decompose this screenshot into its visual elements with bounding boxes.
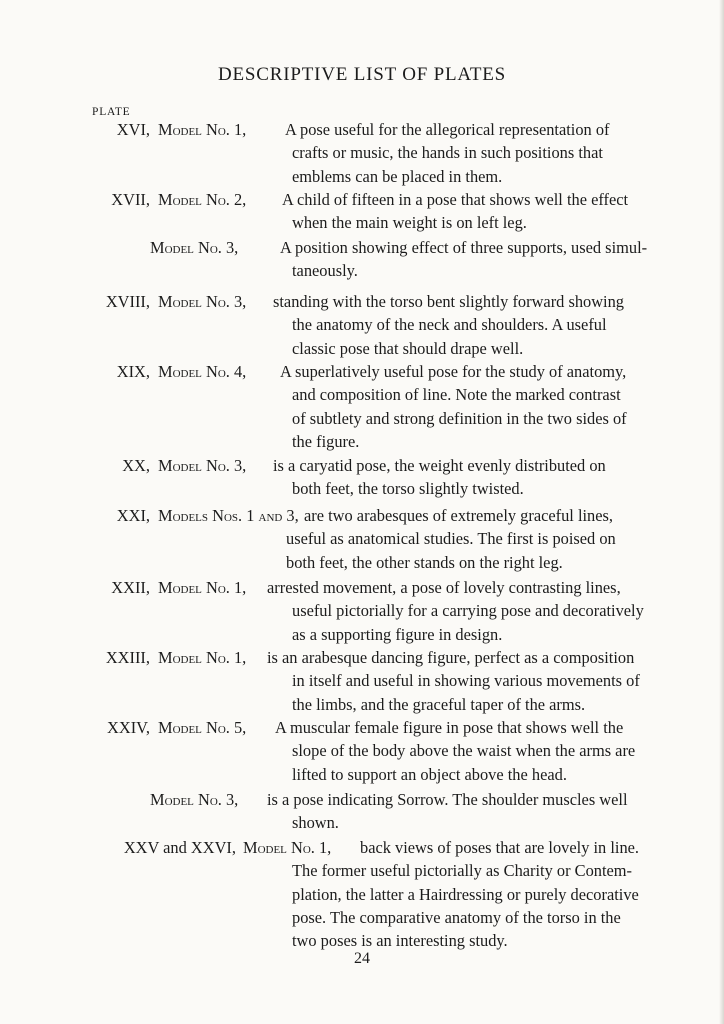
description-line: as a supporting figure in design. [292, 624, 503, 644]
description-line: both feet, the other stands on the right leg. [286, 552, 563, 572]
plate-column-label: PLATE [92, 106, 131, 118]
plate-number: XVIII, [105, 292, 150, 311]
model-reference: Model No. 5, [158, 718, 247, 737]
model-reference: Model No. 2, [158, 190, 247, 209]
description-line: lifted to support an object above the head. [292, 764, 567, 784]
description-line: pose. The comparative anatomy of the torso in the [292, 907, 621, 927]
plate-number: XXIV, [107, 718, 150, 737]
description-line: shown. [292, 813, 339, 833]
plate-number: XXV and XXVI, [123, 838, 236, 857]
description-line: The former useful pictorially as Charity or Contem- [292, 861, 633, 881]
plate-number: XVI, [116, 120, 150, 139]
page-number: 24 [354, 950, 370, 967]
description-line: both feet, the torso slightly twisted. [292, 479, 524, 499]
description-line: emblems can be placed in them. [292, 166, 503, 186]
model-reference: Model No. 1, [158, 648, 247, 667]
description-line: of subtlety and strong definition in the two sides of [292, 408, 627, 428]
description-line: are two arabesques of extremely graceful lines, [304, 506, 614, 525]
model-reference: Model No. 1, [158, 578, 247, 597]
plate-number: XXII, [111, 578, 150, 597]
description-line: the figure. [292, 431, 360, 451]
description-line: classic pose that should drape well. [292, 338, 524, 358]
description-line: is a pose indicating Sorrow. The shoulder muscles well [267, 790, 628, 809]
description-line: when the main weight is on left leg. [292, 213, 527, 233]
model-reference: Model No. 3, [150, 238, 239, 257]
description-line: A child of fifteen in a pose that shows well the effect [282, 190, 629, 209]
plate-number: XVII, [111, 190, 150, 209]
description-line: back views of poses that are lovely in line. [360, 838, 640, 857]
model-reference: Model No. 4, [158, 362, 247, 381]
model-reference: Models Nos. 1 and 3, [158, 506, 299, 525]
description-line: useful pictorially for a carrying pose and decoratively [292, 601, 644, 621]
description-line: is a caryatid pose, the weight evenly distributed on [273, 456, 606, 475]
description-line: is an arabesque dancing figure, perfect as a composition [267, 648, 635, 667]
plate-number: XX, [122, 456, 150, 475]
description-line: two poses is an interesting study. [292, 931, 508, 951]
description-line: useful as anatomical studies. The first is poised on [286, 529, 616, 549]
description-line: the anatomy of the neck and shoulders. A useful [292, 315, 607, 335]
description-line: standing with the torso bent slightly forward showing [273, 292, 624, 311]
plate-number: XXI, [116, 506, 150, 525]
model-reference: Model No. 3, [150, 790, 239, 809]
model-reference: Model No. 3, [158, 292, 247, 311]
description-line: A muscular female figure in pose that shows well the [275, 718, 624, 737]
model-reference: Model No. 1, [243, 838, 332, 857]
plate-number: XIX, [116, 362, 150, 381]
page-title: DESCRIPTIVE LIST OF PLATES [217, 64, 507, 85]
description-line: arrested movement, a pose of lovely contrasting lines, [267, 578, 621, 597]
description-line: the limbs, and the graceful taper of the arms. [292, 694, 586, 714]
description-line: taneously. [292, 261, 358, 281]
model-reference: Model No. 1, [158, 120, 247, 139]
description-line: crafts or music, the hands in such positions that [292, 143, 603, 163]
description-line: in itself and useful in showing various movements of [292, 671, 640, 691]
description-line: plation, the latter a Hairdressing or purely decorative [292, 884, 639, 904]
description-line: and composition of line. Note the marked contrast [292, 385, 621, 405]
description-line: slope of the body above the waist when the arms are [292, 741, 636, 761]
description-line: A position showing effect of three supports, used simul- [280, 238, 648, 257]
page-edge-shadow [719, 0, 724, 1024]
plate-number: XXIII, [105, 648, 150, 667]
model-reference: Model No. 3, [158, 456, 247, 475]
description-line: A superlatively useful pose for the study of anatomy, [280, 362, 627, 381]
description-line: A pose useful for the allegorical representation of [285, 120, 610, 139]
